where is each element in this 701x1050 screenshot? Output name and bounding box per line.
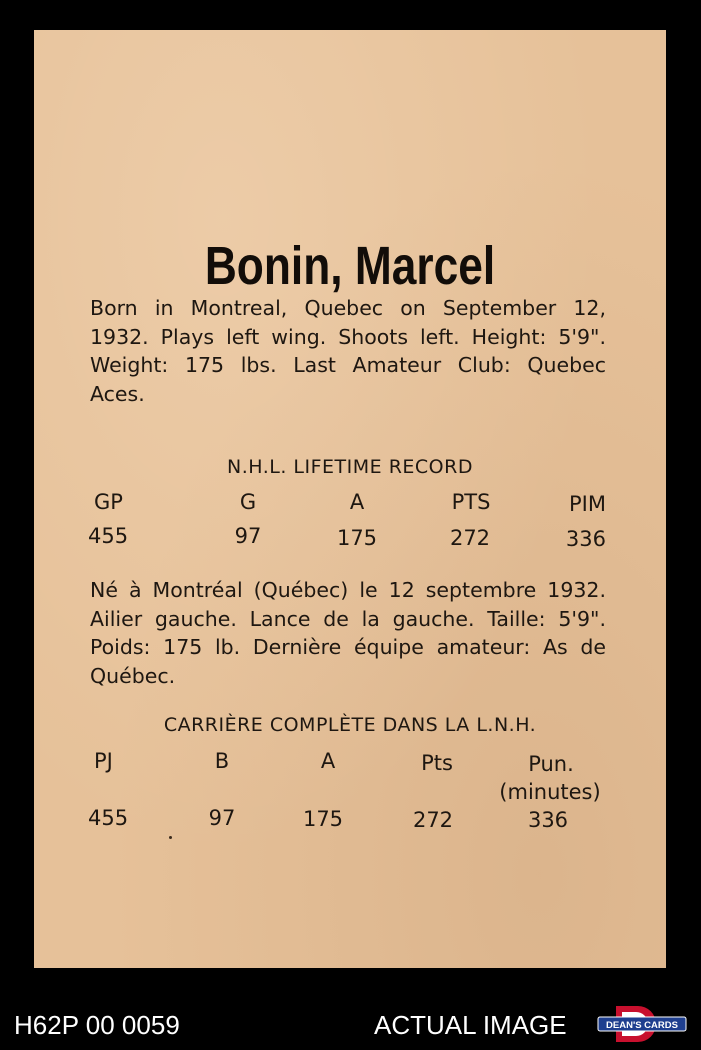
fr-stat-header-b: B — [214, 749, 230, 773]
player-name: Bonin, Marcel — [204, 236, 496, 296]
logo-text: DEAN'S CARDS — [606, 1020, 678, 1031]
actual-image-label: ACTUAL IMAGE — [374, 1010, 567, 1040]
fr-stat-value-pun: 336 — [527, 808, 569, 832]
stat-value-pts: 272 — [449, 526, 491, 550]
fr-stat-header-a: A — [320, 749, 336, 773]
card-speck — [169, 836, 172, 839]
deans-cards-logo — [596, 1004, 688, 1044]
english-record-heading: N.H.L. LIFETIME RECORD — [227, 456, 473, 478]
stat-value-gp: 455 — [88, 524, 129, 548]
fr-stat-subheader-minutes: (minutes) — [499, 780, 601, 804]
fr-stat-header-pj: PJ — [94, 749, 113, 773]
card-back — [34, 30, 666, 968]
card-id: H62P 00 0059 — [14, 1010, 180, 1040]
fr-stat-value-a: 175 — [302, 807, 344, 831]
fr-stat-value-pts: 272 — [412, 808, 454, 832]
fr-stat-header-pun: Pun. — [528, 752, 574, 776]
stat-header-pim: PIM — [569, 492, 606, 516]
french-record-heading: CARRIÈRE COMPLÈTE DANS LA L.N.H. — [163, 714, 537, 736]
french-bio: Né à Montréal (Québec) le 12 septembre 1932. Ailier gauche. Lance de la gauche. Taille: 5'9". Poids: 175 lb. Dernière équipe amateur: As de Québec. — [90, 578, 606, 688]
stat-value-g: 97 — [234, 524, 262, 548]
stat-value-pim: 336 — [565, 527, 606, 551]
stat-header-g: G — [239, 490, 257, 514]
stat-header-gp: GP — [94, 490, 123, 514]
stat-value-a: 175 — [336, 526, 378, 550]
fr-stat-header-pts: Pts — [421, 751, 453, 775]
english-bio: Born in Montreal, Quebec on September 12, 1932. Plays left wing. Shoots left. Height: 5'9". Weight: 175 lbs. Last Amateur Club: Quebec Aces. — [90, 296, 606, 406]
fr-stat-value-pj: 455 — [88, 806, 129, 830]
stat-header-a: A — [349, 490, 365, 514]
stat-header-pts: PTS — [451, 490, 491, 514]
fr-stat-value-b: 97 — [208, 806, 236, 830]
